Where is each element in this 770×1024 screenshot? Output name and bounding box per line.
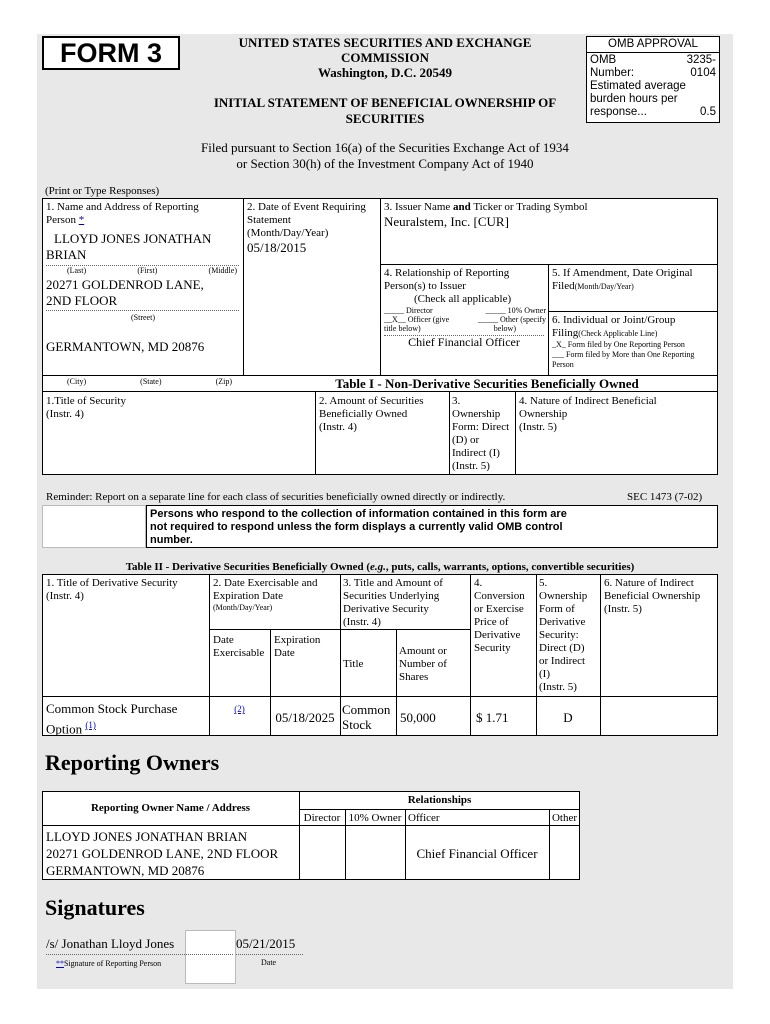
footnote-1-link[interactable]: (1) — [85, 720, 96, 730]
table2-col3-header — [343, 577, 443, 629]
owner-officer-value: Chief Financial Officer — [416, 846, 538, 861]
table2-col1-header — [46, 577, 178, 603]
table-row — [42, 696, 718, 736]
reminder-blank-box — [42, 505, 146, 548]
omb-burden-line3: response... — [590, 106, 647, 118]
table2-col3-sub2 — [399, 645, 447, 684]
box1-footnote-link[interactable]: * — [78, 214, 85, 226]
table2-col5-line9: (Instr. 5) — [539, 681, 577, 693]
box5-label-line1: 5. If Amendment, Date Original — [552, 267, 693, 279]
derivative-title-line2: Option — [46, 721, 83, 737]
box4-label-line2: Person(s) to Issuer — [384, 280, 466, 292]
omb-burden-value: 0.5 — [700, 106, 716, 118]
reporting-person-name — [46, 231, 211, 263]
table2-col2-sub2 — [274, 634, 320, 660]
table1-col2-line1: 2. Amount of Securities — [319, 395, 424, 407]
box2-label-line2: Statement — [247, 214, 291, 226]
statement-heading — [192, 95, 578, 126]
signature-blank-box — [185, 930, 236, 984]
signature-footnote-link[interactable]: ** — [56, 959, 64, 968]
state-label: (State) — [140, 377, 162, 386]
box6-label-line1: 6. Individual or Joint/Group — [552, 314, 676, 326]
street-label: (Street) — [131, 313, 155, 322]
owner-name-line1: LLOYD JONES JONATHAN BRIAN — [46, 829, 248, 844]
table2-col5-line7: or Indirect — [539, 655, 586, 667]
signature-label — [56, 959, 161, 969]
officer-header: Officer — [408, 812, 440, 824]
table2-col5-line6: Direct (D) — [539, 642, 585, 654]
amount-header-line1: Amount or — [399, 645, 447, 657]
print-type-note: (Print or Type Responses) — [45, 185, 160, 197]
box3-label-suffix: Ticker or Trading Symbol — [470, 201, 588, 213]
zip-label: (Zip) — [215, 377, 232, 386]
table2-col5-line5: Security: — [539, 629, 579, 641]
city-label: (City) — [67, 377, 87, 386]
box2-label-line1: 2. Date of Event Requiring — [247, 201, 366, 213]
table1-col3-line5: Indirect (I) — [452, 447, 500, 459]
expiration-header-line2: Date — [274, 647, 295, 659]
ten-pct-check: _____ 10% Owner — [485, 306, 546, 315]
filed-pursuant — [127, 140, 643, 171]
table1-col4-line2: Ownership — [519, 408, 568, 420]
table2-col3-sub1: Title — [343, 658, 364, 670]
table2-col3-line1: 3. Title and Amount of — [343, 577, 443, 589]
address-line1: 20271 GOLDENROD LANE, — [46, 277, 204, 292]
omb-number-value2: 0104 — [690, 67, 716, 79]
date-exercisable-cell — [209, 702, 270, 720]
officer-sub: title below) — [384, 324, 421, 333]
table2-col4-line2: Conversion — [474, 590, 525, 602]
omb-number-label2: Number: — [590, 67, 635, 79]
table1-col1-line1: 1.Title of Security — [46, 395, 126, 407]
table2-col5-line1: 5. — [539, 577, 548, 589]
table2-col2-header — [213, 577, 317, 613]
omb-number-label: OMB — [590, 54, 617, 66]
expiration-cell: 05/18/2025 — [275, 710, 335, 725]
derivative-title — [46, 701, 177, 737]
reporting-city: GERMANTOWN, MD 20876 — [46, 339, 205, 354]
table1-col4-line3: (Instr. 5) — [519, 421, 557, 433]
box1-label-line1: 1. Name and Address of Reporting — [46, 201, 199, 213]
reporting-address — [46, 277, 204, 309]
persons-line3: number. — [150, 534, 193, 546]
underlying-title-cell — [342, 702, 390, 732]
first-label: (First) — [137, 266, 158, 275]
officer-check: __X__ Officer (give — [384, 315, 450, 324]
table2-col2-sub1 — [213, 634, 264, 660]
box4-label — [384, 267, 511, 306]
table2-col5-line2: Ownership — [539, 590, 588, 602]
signature-value: /s/ Jonathan Lloyd Jones — [46, 936, 175, 951]
table2-col6-line2: Beneficial Ownership — [604, 590, 701, 602]
table2-col6-line1: 6. Nature of Indirect — [604, 577, 694, 589]
box4-label-line1: 4. Relationship of Reporting — [384, 267, 510, 279]
persons-line2: not required to respond unless the form displays a currently valid OMB control — [150, 521, 563, 533]
owner-name-line2: 20271 GOLDENROD LANE, 2ND FLOOR — [46, 846, 279, 861]
table1-col2-line2: Beneficially Owned — [319, 408, 408, 420]
table1-col3-line1: 3. — [452, 395, 461, 407]
box4-checkboxes — [384, 306, 546, 333]
table1-col3-line2: Ownership — [452, 408, 501, 420]
underlying-title-line2: Stock — [342, 717, 372, 732]
date-exercisable-header-line2: Exercisable — [213, 647, 265, 659]
table1-col3-line6: (Instr. 5) — [452, 460, 490, 472]
table1-col2-line3: (Instr. 4) — [319, 421, 357, 433]
agency-line2: COMMISSION — [340, 50, 430, 65]
city-state-zip-labels — [67, 377, 232, 387]
box6-label-line2: Filing — [552, 327, 579, 339]
agency-line1: UNITED STATES SECURITIES AND EXCHANGE — [238, 35, 532, 50]
table2-col1-line1: 1. Title of Derivative Security — [46, 577, 178, 589]
sec-code: SEC 1473 (7-02) — [627, 491, 703, 503]
underlying-title-line1: Common — [342, 702, 391, 717]
box5-label — [552, 267, 693, 293]
table2-col3-line4: (Instr. 4) — [343, 616, 381, 628]
omb-title: OMB APPROVAL — [587, 37, 719, 53]
issuer-name: Neuralstem, Inc. [CUR] — [384, 214, 509, 229]
other-check: _____ Other (specify — [478, 315, 546, 324]
box5-label-line2: Filed — [552, 280, 575, 292]
agency-heading — [207, 35, 563, 80]
persons-line1: Persons who respond to the collection of information contained in this form are — [150, 508, 567, 520]
table2-title-prefix: Table II - Derivative Securities Beneficially Owned ( — [125, 561, 371, 573]
owner-name-address — [46, 828, 278, 879]
statement-line1: INITIAL STATEMENT OF BENEFICIAL OWNERSHIP OF — [213, 95, 557, 110]
amount-cell: 50,000 — [400, 710, 436, 725]
table2-title-eg: e.g. — [370, 561, 386, 573]
table2-title-suffix: , puts, calls, warrants, options, convertible securities) — [385, 561, 635, 573]
derivative-title-line1: Common Stock Purchase — [46, 701, 178, 716]
box3-label — [384, 201, 588, 214]
omb-number-value: 3235- — [686, 54, 716, 66]
reminder-text: Reminder: Report on a separate line for each class of securities beneficially owned directly or indirectly. — [46, 491, 506, 503]
table2-col6-header — [604, 577, 700, 616]
box5-label-small: (Month/Day/Year) — [574, 282, 634, 291]
event-date: 05/18/2015 — [247, 240, 307, 255]
table1-col3-header — [452, 395, 509, 473]
relationships-header: Relationships — [407, 794, 472, 806]
table2-col5-line4: Derivative — [539, 616, 586, 628]
box6-options — [552, 340, 694, 370]
signature-date: 05/21/2015 — [236, 936, 296, 951]
last-label: (Last) — [67, 266, 87, 275]
table2-col5-line3: Form of — [539, 603, 575, 615]
name-parts-labels — [67, 266, 237, 276]
table2-title — [42, 561, 718, 574]
ownership-cell: D — [563, 710, 573, 725]
box3-label-and: and — [453, 201, 471, 213]
table2-col2-line1: 2. Date Exercisable and — [213, 577, 318, 589]
filed-line2: or Section 30(h) of the Investment Company Act of 1940 — [236, 156, 534, 171]
reporting-name-line2: BRIAN — [46, 247, 87, 262]
box6-label — [552, 314, 675, 340]
table2-col2-line2: Expiration Date — [213, 590, 283, 602]
box3-label-prefix: 3. Issuer Name — [384, 201, 454, 213]
officer-title: Chief Financial Officer — [408, 335, 520, 349]
box6-option2b: Person — [552, 360, 574, 369]
table2-col3-line2: Securities Underlying — [343, 590, 440, 602]
table2-col2-small: (Month/Day/Year) — [213, 603, 273, 612]
director-header: Director — [303, 812, 341, 824]
reporting-name-line1: LLOYD JONES JONATHAN — [54, 231, 212, 246]
box2-label — [247, 201, 366, 240]
persons-notice-box — [146, 505, 718, 548]
table2-col3-line3: Derivative Security — [343, 603, 429, 615]
omb-burden-line2: burden hours per — [590, 93, 678, 105]
table1-col3-line3: Form: Direct — [452, 421, 510, 433]
form-title: FORM 3 — [59, 38, 162, 68]
box6-option1: _X_ Form filed by One Reporting Person — [552, 340, 685, 349]
table2-col5-line8: (I) — [539, 668, 550, 680]
signatures-heading: Signatures — [45, 895, 145, 920]
owner-name-header: Reporting Owner Name / Address — [90, 802, 251, 814]
owner-name-line3: GERMANTOWN, MD 20876 — [46, 863, 205, 878]
table1-title: Table I - Non-Derivative Securities Beneficially Owned — [335, 376, 639, 391]
table2-col4-line3: or Exercise — [474, 603, 524, 615]
form-title-box — [42, 36, 180, 70]
table2-col4-line6: Security — [474, 642, 511, 654]
agency-line3: Washington, D.C. 20549 — [318, 65, 452, 80]
box2-label-line3: (Month/Day/Year) — [247, 227, 329, 239]
table1-col1-header — [46, 395, 126, 421]
table2-col5-header — [539, 577, 587, 694]
amount-header-line3: Shares — [399, 671, 429, 683]
expiration-header-line1: Expiration — [274, 634, 321, 646]
form-page — [37, 34, 733, 989]
omb-burden-line1: Estimated average — [590, 80, 686, 92]
table1-col4-line1: 4. Nature of Indirect Beneficial — [519, 395, 657, 407]
table2-col1-line2: (Instr. 4) — [46, 590, 84, 602]
table2-col4-line4: Price of — [474, 616, 509, 628]
table2-col4-header — [474, 577, 525, 655]
address-line2: 2ND FLOOR — [46, 293, 118, 308]
omb-approval-box — [586, 36, 720, 123]
table2-col4-line1: 4. — [474, 577, 483, 589]
reporting-owners-heading: Reporting Owners — [45, 750, 220, 775]
ten-pct-header: 10% Owner — [348, 812, 402, 824]
table1-col2-header — [319, 395, 424, 434]
table2-col4-line5: Derivative — [474, 629, 521, 641]
box6-option2: ___ Form filed by More than One Reporting — [552, 350, 695, 359]
date-label: Date — [261, 958, 277, 967]
director-check: _____ Director — [384, 306, 433, 315]
box1-label — [46, 201, 199, 227]
box4-label-line3: (Check all applicable) — [414, 293, 512, 305]
table1-col3-line4: (D) or — [452, 434, 480, 446]
footnote-2-link[interactable]: (2) — [234, 704, 245, 714]
box1-label-line2: Person — [46, 214, 76, 226]
box6-label-small: (Check Applicable Line) — [578, 329, 658, 338]
table1-col4-header — [519, 395, 657, 434]
other-sub: below) — [493, 324, 516, 333]
amount-header-line2: Number of — [399, 658, 447, 670]
date-exercisable-header-line1: Date — [213, 634, 234, 646]
signature-label-text: Signature of Reporting Person — [64, 959, 162, 968]
table1-col1-line2: (Instr. 4) — [46, 408, 84, 420]
filed-line1: Filed pursuant to Section 16(a) of the Securities Exchange Act of 1934 — [201, 140, 569, 155]
other-header: Other — [551, 812, 578, 824]
price-cell: $ 1.71 — [476, 710, 509, 725]
statement-line2: SECURITIES — [345, 111, 425, 126]
table2-col6-line3: (Instr. 5) — [604, 603, 642, 615]
middle-label: (Middle) — [208, 266, 237, 275]
